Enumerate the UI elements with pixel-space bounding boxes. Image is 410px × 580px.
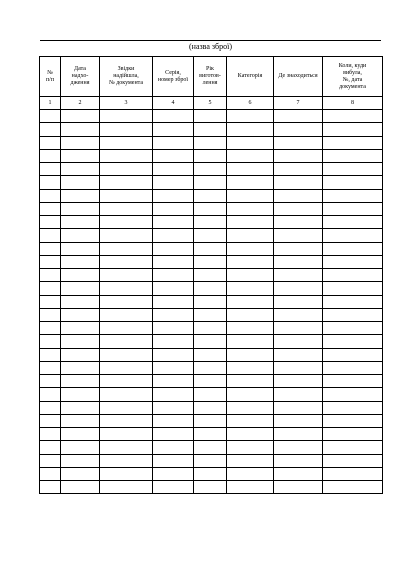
table-cell: [194, 163, 227, 176]
table-cell: [274, 401, 323, 414]
table-cell: [323, 428, 383, 441]
table-cell: [100, 229, 153, 242]
table-cell: [323, 401, 383, 414]
table-cell: [40, 255, 61, 268]
table-cell: [61, 282, 100, 295]
table-row: [40, 282, 383, 295]
table-cell: [100, 335, 153, 348]
table-cell: [227, 295, 274, 308]
table-cell: [227, 149, 274, 162]
table-cell: [40, 348, 61, 361]
table-row: [40, 414, 383, 427]
table-cell: [194, 282, 227, 295]
table-cell: [61, 189, 100, 202]
table-cell: [323, 176, 383, 189]
table-cell: [61, 481, 100, 494]
table-row: [40, 361, 383, 374]
table-cell: [274, 375, 323, 388]
table-row: [40, 348, 383, 361]
table-cell: [100, 282, 153, 295]
table-cell: [323, 255, 383, 268]
table-cell: [323, 308, 383, 321]
table-cell: [323, 322, 383, 335]
table-cell: [194, 335, 227, 348]
table-cell: [194, 176, 227, 189]
table-cell: [61, 375, 100, 388]
table-cell: [153, 481, 194, 494]
table-cell: [227, 216, 274, 229]
table-cell: [61, 242, 100, 255]
table-cell: [323, 123, 383, 136]
table-cell: [274, 388, 323, 401]
table-row: [40, 202, 383, 215]
table-cell: [274, 454, 323, 467]
table-cell: [153, 123, 194, 136]
table-cell: [61, 441, 100, 454]
column-header: Серія, номер зброї: [153, 57, 194, 97]
table-cell: [227, 136, 274, 149]
table-header-row: [40, 57, 383, 97]
table-cell: [323, 414, 383, 427]
table-cell: [274, 242, 323, 255]
table-row: [40, 295, 383, 308]
table-cell: [274, 149, 323, 162]
table-cell: [153, 388, 194, 401]
table-cell: [194, 454, 227, 467]
table-cell: [40, 242, 61, 255]
table-cell: [323, 441, 383, 454]
table-cell: [61, 202, 100, 215]
table-cell: [194, 242, 227, 255]
table-cell: [227, 335, 274, 348]
column-number: 5: [194, 97, 227, 110]
table-cell: [323, 136, 383, 149]
table-row: [40, 136, 383, 149]
table-cell: [194, 229, 227, 242]
table-cell: [100, 123, 153, 136]
table-cell: [100, 163, 153, 176]
table-cell: [100, 295, 153, 308]
table-cell: [153, 202, 194, 215]
table-cell: [227, 123, 274, 136]
table-row: [40, 375, 383, 388]
column-header: Дата надхо- дження: [61, 57, 100, 97]
table-cell: [100, 467, 153, 480]
table-cell: [227, 189, 274, 202]
column-number: 2: [61, 97, 100, 110]
title-underline: [40, 40, 381, 41]
table-cell: [40, 110, 61, 123]
table-cell: [194, 375, 227, 388]
table-row: [40, 189, 383, 202]
table-cell: [194, 136, 227, 149]
column-number: 1: [40, 97, 61, 110]
table-cell: [61, 295, 100, 308]
table-cell: [274, 136, 323, 149]
table-cell: [40, 401, 61, 414]
column-header: № п/п: [40, 57, 61, 97]
table-cell: [194, 123, 227, 136]
table-cell: [153, 149, 194, 162]
table-cell: [323, 163, 383, 176]
table-cell: [194, 401, 227, 414]
table-cell: [61, 255, 100, 268]
table-cell: [274, 229, 323, 242]
table-cell: [61, 123, 100, 136]
table-cell: [194, 361, 227, 374]
table-cell: [274, 163, 323, 176]
table-cell: [274, 189, 323, 202]
table-cell: [100, 269, 153, 282]
table-cell: [274, 282, 323, 295]
table-cell: [153, 414, 194, 427]
table-cell: [274, 255, 323, 268]
column-number: 8: [323, 97, 383, 110]
table-cell: [274, 176, 323, 189]
table-cell: [153, 216, 194, 229]
table-cell: [40, 361, 61, 374]
table-cell: [40, 414, 61, 427]
table-cell: [153, 110, 194, 123]
table-cell: [40, 163, 61, 176]
table-cell: [323, 202, 383, 215]
table-cell: [274, 481, 323, 494]
table-cell: [153, 269, 194, 282]
table-cell: [227, 322, 274, 335]
table-row: [40, 255, 383, 268]
table-row: [40, 322, 383, 335]
table-cell: [227, 467, 274, 480]
table-cell: [323, 295, 383, 308]
table-row: [40, 216, 383, 229]
table-cell: [227, 428, 274, 441]
table-cell: [61, 388, 100, 401]
table-cell: [323, 335, 383, 348]
table-cell: [40, 149, 61, 162]
table-cell: [100, 428, 153, 441]
table-cell: [100, 322, 153, 335]
table-cell: [100, 388, 153, 401]
table-cell: [100, 375, 153, 388]
table-cell: [61, 110, 100, 123]
table-cell: [227, 269, 274, 282]
table-cell: [194, 308, 227, 321]
table-cell: [153, 136, 194, 149]
table-cell: [227, 481, 274, 494]
table-cell: [153, 361, 194, 374]
table-cell: [153, 163, 194, 176]
table-cell: [274, 414, 323, 427]
table-cell: [153, 229, 194, 242]
table-cell: [323, 229, 383, 242]
table-cell: [100, 401, 153, 414]
table-cell: [323, 110, 383, 123]
table-cell: [40, 282, 61, 295]
table-cell: [100, 441, 153, 454]
table-cell: [194, 388, 227, 401]
table-row: [40, 163, 383, 176]
table-cell: [194, 467, 227, 480]
table-cell: [227, 414, 274, 427]
table-cell: [194, 441, 227, 454]
table-row: [40, 388, 383, 401]
table-cell: [100, 149, 153, 162]
table-cell: [61, 216, 100, 229]
table-cell: [274, 335, 323, 348]
table-cell: [194, 216, 227, 229]
weapon-name-caption: (назва зброї): [189, 42, 232, 51]
table-cell: [100, 176, 153, 189]
table-cell: [40, 322, 61, 335]
column-header: Коли, куди вибула, №, дата документа: [323, 57, 383, 97]
table-cell: [227, 401, 274, 414]
table-cell: [274, 322, 323, 335]
table-row: [40, 308, 383, 321]
table-cell: [61, 467, 100, 480]
table-cell: [274, 441, 323, 454]
table-cell: [40, 176, 61, 189]
table-cell: [153, 282, 194, 295]
table-cell: [153, 428, 194, 441]
column-number-row: [40, 97, 383, 110]
table-cell: [153, 454, 194, 467]
table-cell: [323, 149, 383, 162]
table-cell: [153, 335, 194, 348]
table-cell: [274, 308, 323, 321]
table-cell: [227, 388, 274, 401]
table-cell: [194, 255, 227, 268]
table-cell: [274, 467, 323, 480]
column-header: Звідки надійшла, № документа: [100, 57, 153, 97]
table-cell: [61, 176, 100, 189]
table-cell: [323, 375, 383, 388]
table-cell: [194, 269, 227, 282]
table-cell: [274, 269, 323, 282]
table-cell: [227, 375, 274, 388]
column-number: 7: [274, 97, 323, 110]
table-cell: [61, 428, 100, 441]
table-cell: [40, 216, 61, 229]
table-cell: [100, 454, 153, 467]
table-cell: [40, 441, 61, 454]
table-cell: [194, 110, 227, 123]
table-row: [40, 149, 383, 162]
table-cell: [274, 428, 323, 441]
table-cell: [100, 308, 153, 321]
table-cell: [227, 361, 274, 374]
table-cell: [194, 481, 227, 494]
table-cell: [227, 348, 274, 361]
table-cell: [194, 189, 227, 202]
table-cell: [40, 335, 61, 348]
table-cell: [40, 428, 61, 441]
table-cell: [40, 229, 61, 242]
table-cell: [40, 481, 61, 494]
table-cell: [40, 136, 61, 149]
table-row: [40, 123, 383, 136]
table-cell: [40, 202, 61, 215]
table-cell: [61, 361, 100, 374]
table-cell: [153, 308, 194, 321]
table-cell: [227, 176, 274, 189]
table-cell: [100, 255, 153, 268]
table-cell: [61, 308, 100, 321]
table-cell: [194, 149, 227, 162]
table-cell: [323, 388, 383, 401]
table-cell: [274, 123, 323, 136]
table-cell: [40, 123, 61, 136]
table-cell: [194, 414, 227, 427]
table-row: [40, 467, 383, 480]
table-cell: [153, 295, 194, 308]
table-cell: [194, 428, 227, 441]
table-cell: [153, 322, 194, 335]
table-row: [40, 441, 383, 454]
table-cell: [40, 375, 61, 388]
table-cell: [274, 361, 323, 374]
table-cell: [40, 388, 61, 401]
table-cell: [153, 375, 194, 388]
table-cell: [61, 163, 100, 176]
table-cell: [194, 322, 227, 335]
table-cell: [100, 348, 153, 361]
table-cell: [323, 269, 383, 282]
table-cell: [40, 189, 61, 202]
table-cell: [100, 110, 153, 123]
table-cell: [61, 335, 100, 348]
table-cell: [323, 216, 383, 229]
table-cell: [100, 202, 153, 215]
table-cell: [153, 242, 194, 255]
table-cell: [194, 295, 227, 308]
table-cell: [227, 282, 274, 295]
table-cell: [323, 348, 383, 361]
table-cell: [61, 401, 100, 414]
table-cell: [274, 295, 323, 308]
table-cell: [100, 361, 153, 374]
table-row: [40, 335, 383, 348]
table-cell: [194, 202, 227, 215]
table-cell: [61, 348, 100, 361]
table-cell: [61, 136, 100, 149]
table-cell: [100, 481, 153, 494]
table-cell: [153, 348, 194, 361]
column-number: 4: [153, 97, 194, 110]
table-cell: [40, 295, 61, 308]
table-cell: [40, 467, 61, 480]
table-cell: [153, 255, 194, 268]
table-row: [40, 229, 383, 242]
table-cell: [100, 216, 153, 229]
column-number: 3: [100, 97, 153, 110]
table-row: [40, 269, 383, 282]
column-header: Категорія: [227, 57, 274, 97]
table-cell: [61, 454, 100, 467]
table-cell: [323, 242, 383, 255]
table-cell: [153, 441, 194, 454]
table-cell: [100, 242, 153, 255]
table-cell: [323, 481, 383, 494]
table-cell: [227, 163, 274, 176]
table-cell: [227, 308, 274, 321]
table-cell: [323, 467, 383, 480]
table-cell: [61, 149, 100, 162]
table-row: [40, 176, 383, 189]
table-cell: [194, 348, 227, 361]
table-cell: [227, 110, 274, 123]
table-row: [40, 481, 383, 494]
table-cell: [323, 189, 383, 202]
table-cell: [227, 202, 274, 215]
table-row: [40, 110, 383, 123]
table-cell: [40, 308, 61, 321]
table-row: [40, 401, 383, 414]
table-cell: [61, 414, 100, 427]
table-cell: [100, 189, 153, 202]
table-cell: [323, 454, 383, 467]
table-cell: [227, 454, 274, 467]
table-cell: [61, 322, 100, 335]
table-row: [40, 454, 383, 467]
table-cell: [274, 216, 323, 229]
table-cell: [40, 454, 61, 467]
table-cell: [323, 361, 383, 374]
table-cell: [61, 269, 100, 282]
table-cell: [153, 467, 194, 480]
column-header: Рік виготов- лення: [194, 57, 227, 97]
table-cell: [323, 282, 383, 295]
weapon-register-table: [39, 56, 383, 494]
table-row: [40, 428, 383, 441]
table-cell: [227, 242, 274, 255]
table-cell: [227, 441, 274, 454]
table-row: [40, 242, 383, 255]
table-cell: [227, 255, 274, 268]
table-cell: [153, 401, 194, 414]
column-header: Де знаходиться: [274, 57, 323, 97]
table-cell: [61, 229, 100, 242]
table-cell: [100, 414, 153, 427]
table-cell: [100, 136, 153, 149]
table-cell: [227, 229, 274, 242]
table-cell: [153, 189, 194, 202]
table-cell: [274, 202, 323, 215]
table-cell: [153, 176, 194, 189]
table-cell: [274, 110, 323, 123]
table-cell: [40, 269, 61, 282]
table-cell: [274, 348, 323, 361]
column-number: 6: [227, 97, 274, 110]
